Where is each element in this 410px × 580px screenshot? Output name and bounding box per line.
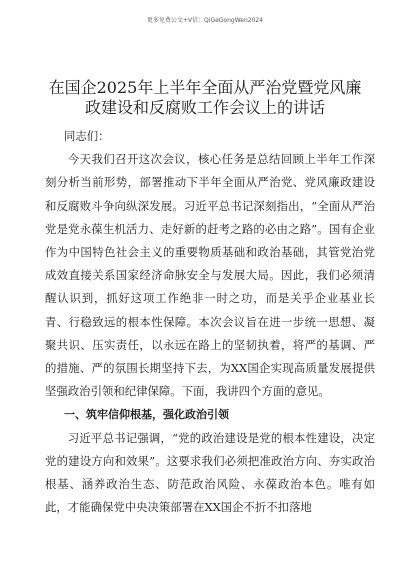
watermark-text: 更多免费公文+V信：QiGeGongWen2024 <box>146 17 264 24</box>
document-body <box>45 125 375 519</box>
section-heading: 一、筑牢信仰根基，强化政治引领 <box>64 408 229 422</box>
greeting: 同志们： <box>64 129 110 143</box>
paragraph-section-1: 习近平总书记强调，“党的政治建设是党的根本性建设，决定党的建设方向和效果”。这要求我们必须把准政治方向、夯实政治根基、涵养政治生态、防范政治风险、永葆政治本色。唯有如此，才能确保党中央决策部署在XX国企不折不扣落地 <box>45 430 375 515</box>
paragraph-intro: 今天我们召开这次会议，核心任务是总结回顾上半年工作深刻分析当前形势，部署推动下半年全面从严治党、党风廉政建设和反腐败斗争向纵深发展。习近平总书记深刻指出，“全面从严治党是党永葆生机活力、走好新的赶考之路的必由之路”。国有企业作为中国特色社会主义的重要物质基础和政治基础，其管党治党成效直接关系国家经济命脉安全与发展大局。因此，我们必须清醒认识到，抓好这项工作绝非一时之功，而是关乎企业基业长青、行稳致远的根本性保障。本次会议旨在进一步统一思想、凝聚共识、压实责任，以永远在路上的坚韧执着，将严的基调、严的措施、严的氛围长期坚持下去，为XX国企实现高质量发展提供坚强政治引领和纪律保障。下面，我讲四个方面的意见。 <box>45 152 375 399</box>
document-title: 在国企2025年上半年全面从严治党暨党风廉政建设和反腐败工作会议上的讲话 <box>48 78 362 117</box>
